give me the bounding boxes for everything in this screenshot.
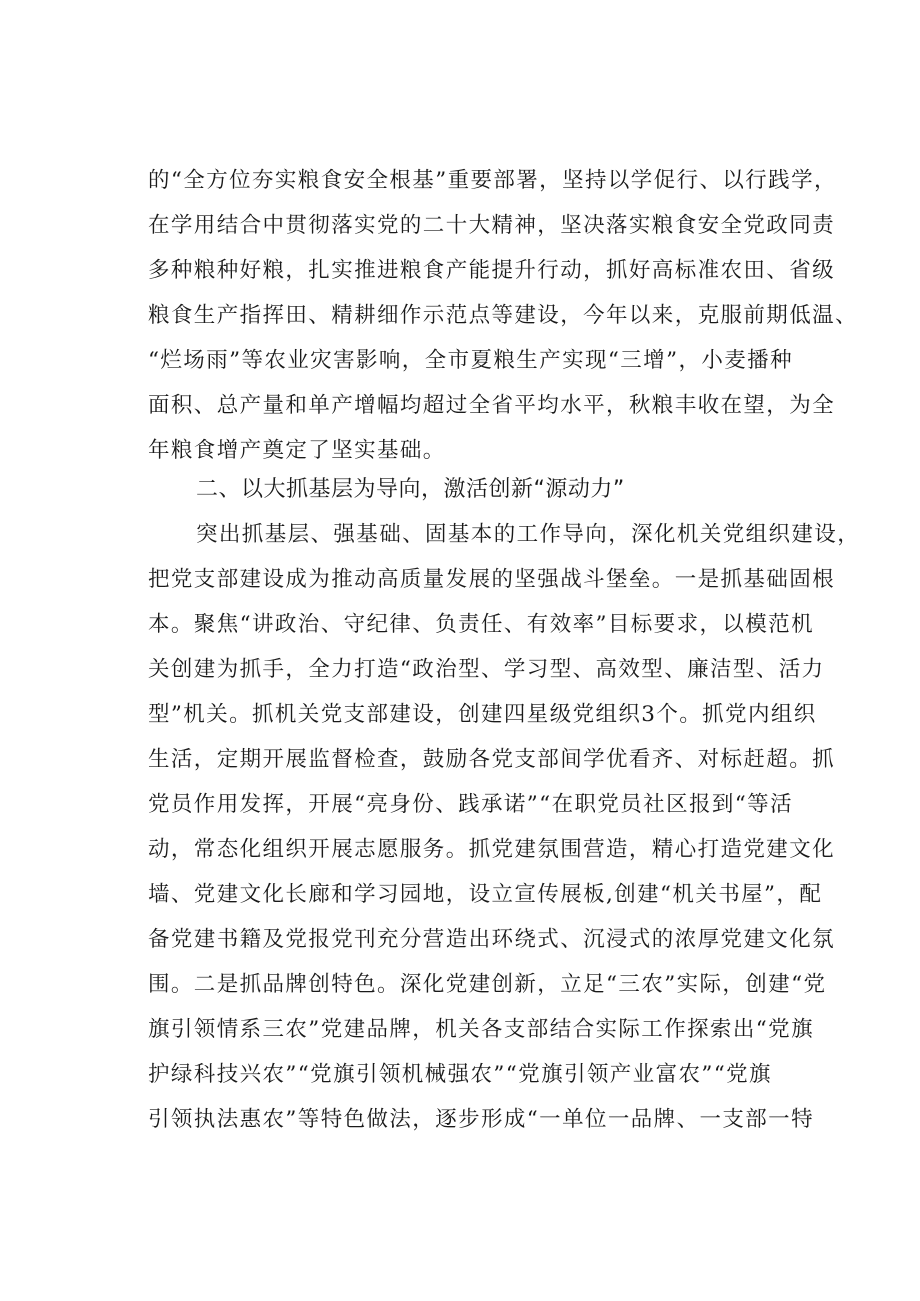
text-line: 墙、党建文化长廊和学习园地，设立宣传展板,创建“机关书屋”，配 — [148, 882, 823, 907]
text-line: 在学用结合中贯彻落实党的二十大精神，坚决落实粮食安全党政同责 — [148, 213, 836, 238]
text-line: 关创建为抓手，全力打造“政治型、学习型、高效型、廉洁型、活力 — [148, 657, 825, 682]
text-line: 突出抓基层、强基础、固基本的工作导向，深化机关党组织建设， — [196, 522, 861, 547]
text-line: 旗引领情系三农”党建品牌，机关各支部结合实际工作探索出“党旗 — [148, 1017, 814, 1042]
text-line: 生活，定期开展监督检查，鼓励各党支部间学优看齐、对标赶超。抓 — [148, 747, 836, 772]
text-line: 引领执法惠农”等特色做法，逐步形成“一单位一品牌、一支部一特 — [148, 1107, 814, 1132]
text-line: 党员作用发挥，开展“亮身份、践承诺”“在职党员社区报到“等活 — [148, 792, 793, 817]
text-line: 年粮食增产奠定了坚实基础。 — [148, 438, 446, 463]
text-line: 面积、总产量和单产增幅均超过全省平均水平，秋粮丰收在望，为全 — [148, 393, 836, 418]
section-heading: 二、以大抓基层为导向，激活创新“源动力” — [196, 477, 625, 502]
text-line: 本。聚焦“讲政治、守纪律、负责任、有效率”目标要求，以模范机 — [148, 612, 814, 637]
text-line: 护绿科技兴农”“党旗引领机械强农”“党旗引领产业富农”“党旗 — [148, 1062, 772, 1087]
text-line: 的“全方位夯实粮食安全根基”重要部署，坚持以学促行、以行践学， — [148, 168, 837, 193]
text-line: 动，常态化组织开展志愿服务。抓党建氛围营造，精心打造党建文化 — [148, 837, 836, 862]
text-line: 备党建书籍及党报党刊充分营造出环绕式、沉浸式的浓厚党建文化氛 — [148, 927, 836, 952]
text-line: “烂场雨”等农业灾害影响，全市夏粮生产实现“三增”，小麦播种 — [148, 348, 793, 373]
text-line: 把党支部建设成为推动高质量发展的坚强战斗堡垒。一是抓基础固根 — [148, 567, 836, 592]
text-line: 粮食生产指挥田、精耕细作示范点等建设，今年以来，克服前期低温、 — [148, 303, 858, 328]
text-line: 多种粮种好粮，扎实推进粮食产能提升行动，抓好高标准农田、省级 — [148, 258, 836, 283]
text-line: 型”机关。抓机关党支部建设，创建四星级党组织3个。抓党内组织 — [148, 702, 817, 727]
text-line: 围。二是抓品牌创特色。深化党建创新，立足“三农”实际，创建“党 — [148, 972, 827, 997]
